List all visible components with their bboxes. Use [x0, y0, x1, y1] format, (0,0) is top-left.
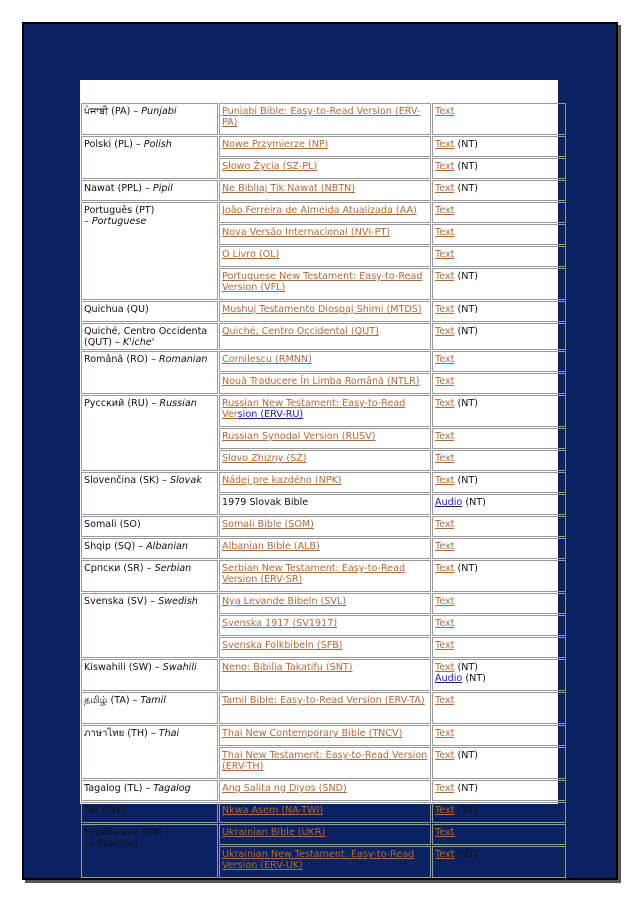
version-link[interactable]: Nowe Przymierze (NP)	[222, 139, 329, 150]
language-cell	[81, 659, 218, 691]
version-cell	[219, 373, 431, 394]
language-cell	[81, 538, 218, 559]
text-link[interactable]: Text	[435, 227, 455, 238]
text-link[interactable]: Text	[435, 106, 455, 117]
table-row	[81, 395, 566, 427]
text-link[interactable]: Text	[435, 183, 455, 194]
language-cell	[81, 692, 218, 724]
text-link[interactable]: Text	[435, 376, 455, 387]
format-cell	[432, 846, 566, 878]
version-link[interactable]: O Livro (OL)	[222, 249, 280, 260]
text-link[interactable]: Text	[435, 640, 455, 651]
format-note: (NT)	[454, 563, 478, 574]
language-native: ਪੰਜਾਬੀ (PA) –	[84, 106, 139, 117]
version-cell	[219, 323, 431, 350]
format-note: (NT)	[454, 304, 478, 315]
format-note: (NT)	[462, 497, 486, 508]
format-cell	[432, 158, 566, 179]
format-cell	[432, 824, 566, 845]
format-cell	[432, 560, 566, 592]
text-link[interactable]: Text	[435, 475, 455, 486]
version-title: 1979 Slovak Bible	[222, 497, 309, 508]
language-native: Nawat (PPL) –	[84, 183, 150, 194]
version-cell	[219, 538, 431, 559]
text-link[interactable]: Text	[435, 728, 455, 739]
version-link[interactable]: Thai New Contemporary Bible (TNCV)	[222, 728, 403, 739]
version-cell	[219, 158, 431, 179]
version-link[interactable]: Nouă Traducere În Limba Română (NTLR)	[222, 376, 420, 387]
version-link[interactable]: Tamil Bible: Easy-to-Read Version (ERV-TA)	[222, 695, 425, 706]
language-cell	[81, 516, 218, 537]
version-cell	[219, 136, 431, 157]
language-native: Polski (PL) –	[84, 139, 141, 150]
language-native: ภาษาไทย (TH) –	[84, 728, 156, 739]
language-cell	[81, 802, 218, 823]
language-cell	[81, 593, 218, 658]
format-cell	[432, 593, 566, 614]
language-english: Serbian	[154, 563, 192, 574]
version-cell	[219, 516, 431, 537]
text-link[interactable]: Text	[435, 249, 455, 260]
text-link[interactable]: Text	[435, 161, 455, 172]
format-note: (NT)	[454, 475, 478, 486]
table-row	[81, 659, 566, 691]
language-english: Pipil	[152, 183, 173, 194]
format-note: (NT)	[454, 783, 478, 794]
language-native: Shqip (SQ) –	[84, 541, 144, 552]
language-english: Swedish	[158, 596, 198, 607]
version-cell	[219, 224, 431, 245]
version-link[interactable]: Nya Levande Bibeln (SVL)	[222, 596, 347, 607]
format-cell	[432, 494, 566, 515]
language-native: Svenska (SV) –	[84, 596, 156, 607]
language-native: Slovenčina (SK) –	[84, 475, 167, 486]
language-native: Română (RO) –	[84, 354, 156, 365]
version-link[interactable]: João Ferreira de Almeida Atualizada (AA)	[222, 205, 417, 216]
text-link[interactable]: Text	[435, 271, 455, 282]
language-english: Tagalog	[153, 783, 191, 794]
version-cell	[219, 747, 431, 779]
language-native: Русский (RU) –	[84, 398, 157, 409]
format-note: (NT)	[454, 183, 478, 194]
format-cell	[432, 780, 566, 801]
content-area	[80, 80, 558, 871]
table-row	[81, 323, 566, 350]
version-cell	[219, 692, 431, 724]
version-cell	[219, 301, 431, 322]
language-cell	[81, 202, 218, 300]
format-note: (NT)	[454, 161, 478, 172]
language-english: Romanian	[158, 354, 208, 365]
format-cell	[432, 351, 566, 372]
language-english: Punjabi	[141, 106, 177, 117]
version-cell	[219, 802, 431, 823]
text-link[interactable]: Text	[435, 805, 455, 816]
version-link[interactable]: Neno: Bibilia Takatifu (SNT)	[222, 662, 353, 673]
format-cell	[432, 428, 566, 449]
format-cell	[432, 268, 566, 300]
format-cell	[432, 802, 566, 823]
version-cell	[219, 428, 431, 449]
format-cell	[432, 224, 566, 245]
text-link[interactable]: Text	[435, 431, 455, 442]
language-cell	[81, 472, 218, 515]
format-cell	[432, 103, 566, 135]
language-english: – Ukrainian	[84, 838, 138, 849]
version-cell	[219, 395, 431, 427]
version-link[interactable]: Słowo Życia (SZ-PL)	[222, 161, 318, 172]
format-note: (NT)	[454, 805, 478, 816]
format-note: (NT)	[454, 271, 478, 282]
format-cell	[432, 725, 566, 746]
format-cell	[432, 472, 566, 493]
text-link[interactable]: Text	[435, 139, 455, 150]
version-link[interactable]: Nova Versão Internacional (NVI-PT)	[222, 227, 391, 238]
format-cell	[432, 136, 566, 157]
language-english: Albanian	[146, 541, 189, 552]
version-cell	[219, 560, 431, 592]
language-native: Português (PT)	[84, 205, 155, 216]
table-row	[81, 301, 566, 322]
table-row	[81, 593, 566, 614]
format-note: (NT)	[454, 139, 478, 150]
table-row	[81, 560, 566, 592]
table-row	[81, 136, 566, 157]
format-cell	[432, 323, 566, 350]
version-link[interactable]: Cornilescu (RMNN)	[222, 354, 312, 365]
text-link[interactable]: Text	[435, 596, 455, 607]
text-link[interactable]: Text	[435, 398, 455, 409]
version-cell	[219, 180, 431, 201]
table-row	[81, 802, 566, 823]
version-cell	[219, 103, 431, 135]
audio-link[interactable]: Audio	[435, 673, 463, 684]
text-link[interactable]: Text	[435, 326, 455, 337]
table-row	[81, 180, 566, 201]
format-cell	[432, 373, 566, 394]
version-cell	[219, 593, 431, 614]
text-link[interactable]: Text	[435, 304, 455, 315]
version-cell	[219, 725, 431, 746]
version-link-visited[interactable]: sion (ERV-RU)	[237, 409, 304, 420]
version-link[interactable]: Nádej pre kazdého (NPK)	[222, 475, 342, 486]
version-cell	[219, 659, 431, 691]
language-native: Српски (SR) –	[84, 563, 152, 574]
version-link[interactable]: Ukrainian New Testament: Easy-to-Read Version (ERV-UK)	[222, 849, 415, 871]
language-english: K'iche'	[122, 337, 155, 348]
version-link[interactable]: Ang Salita ng Diyos (SND)	[222, 783, 347, 794]
language-cell	[81, 323, 218, 350]
format-cell	[432, 659, 566, 691]
table-row	[81, 824, 566, 845]
text-link[interactable]: Text	[435, 783, 455, 794]
version-link[interactable]: Quiché, Centro Occidental (QUT)	[222, 326, 379, 337]
format-cell	[432, 538, 566, 559]
version-link[interactable]: Ne Bibliaj Tik Nawat (NBTN)	[222, 183, 356, 194]
text-link[interactable]: Text	[435, 662, 455, 673]
table-row	[81, 780, 566, 801]
version-cell	[219, 494, 431, 515]
version-link[interactable]: Portuguese New Testament: Easy-to-Read Version (VFL)	[222, 271, 423, 293]
text-link[interactable]: Text	[435, 695, 455, 706]
version-link[interactable]: Punjabi Bible: Easy-to-Read Version (ERV-PA)	[222, 106, 421, 128]
text-link[interactable]: Text	[435, 354, 455, 365]
format-note: (NT)	[454, 398, 478, 409]
language-native: Twi (TWI)	[84, 805, 128, 816]
format-cell	[432, 450, 566, 471]
language-cell	[81, 560, 218, 592]
text-link[interactable]: Text	[435, 453, 455, 464]
version-cell	[219, 268, 431, 300]
format-cell	[432, 301, 566, 322]
language-cell	[81, 136, 218, 179]
table-row	[81, 472, 566, 493]
version-cell	[219, 246, 431, 267]
version-cell	[219, 615, 431, 636]
format-cell	[432, 395, 566, 427]
language-native: Kiswahili (SW) –	[84, 662, 160, 673]
table-row	[81, 725, 566, 746]
version-cell	[219, 351, 431, 372]
text-link[interactable]: Text	[435, 849, 455, 860]
version-link[interactable]: Svenska Folkbibeln (SFB)	[222, 640, 343, 651]
language-cell	[81, 180, 218, 201]
format-note: (NT)	[454, 662, 478, 673]
version-link[interactable]: Ukrainian Bible (UKR)	[222, 827, 326, 838]
language-english: Polish	[143, 139, 172, 150]
format-cell	[432, 637, 566, 658]
language-english: Tamil	[140, 695, 166, 706]
format-cell	[432, 692, 566, 724]
version-cell	[219, 637, 431, 658]
text-link[interactable]: Text	[435, 541, 455, 552]
version-link[interactable]: Mushuj Testamento Diospaj Shimi (MTDS)	[222, 304, 422, 315]
format-cell	[432, 202, 566, 223]
language-cell	[81, 824, 218, 878]
text-link[interactable]: Text	[435, 519, 455, 530]
format-cell	[432, 180, 566, 201]
language-cell	[81, 103, 218, 135]
format-note: (NT)	[454, 326, 478, 337]
version-link[interactable]: Nkwa Asem (NA-TWI)	[222, 805, 324, 816]
format-note: (NT)	[454, 849, 478, 860]
text-link[interactable]: Text	[435, 563, 455, 574]
language-native: Quiché, Centro Occidenta (QUT) –	[84, 326, 208, 348]
version-cell	[219, 780, 431, 801]
language-english: Slovak	[170, 475, 202, 486]
language-cell	[81, 351, 218, 394]
version-link[interactable]: Russian Synodal Version (RUSV)	[222, 431, 376, 442]
language-native: Quichua (QU)	[84, 304, 149, 315]
format-cell	[432, 246, 566, 267]
language-english: Russian	[159, 398, 197, 409]
table-row	[81, 516, 566, 537]
bible-versions-table	[80, 102, 567, 879]
language-cell	[81, 301, 218, 322]
table-row	[81, 692, 566, 724]
version-link[interactable]: Serbian New Testament: Easy-to-Read Version (ERV-SR)	[222, 563, 406, 585]
version-cell	[219, 450, 431, 471]
table-row	[81, 351, 566, 372]
language-native: தமிழ் (TA) –	[84, 695, 138, 706]
version-link[interactable]: Russian New Testament: Easy-to-Read Ver	[222, 398, 406, 420]
text-link[interactable]: Text	[435, 618, 455, 629]
text-link[interactable]: Text	[435, 827, 455, 838]
language-native: Somali (SO)	[84, 519, 141, 530]
audio-link[interactable]: Audio	[435, 497, 463, 508]
version-link[interactable]: Albanian Bible (ALB)	[222, 541, 320, 552]
version-link[interactable]: Somali Bible (SOM)	[222, 519, 314, 530]
text-link[interactable]: Text	[435, 750, 455, 761]
text-link[interactable]: Text	[435, 205, 455, 216]
table-row	[81, 538, 566, 559]
version-link[interactable]: Svenska 1917 (SV1917)	[222, 618, 338, 629]
language-cell	[81, 395, 218, 471]
language-english: – Portuguese	[84, 216, 147, 227]
version-link[interactable]: Slovo Zhizny (SZ)	[222, 453, 307, 464]
language-english: Swahili	[162, 662, 197, 673]
version-cell	[219, 824, 431, 845]
version-cell	[219, 846, 431, 878]
format-note: (NT)	[454, 750, 478, 761]
format-cell	[432, 747, 566, 779]
format-note: (NT)	[462, 673, 486, 684]
format-cell	[432, 516, 566, 537]
version-link[interactable]: Thai New Testament: Easy-to-Read Version (ERV-TH)	[222, 750, 428, 772]
language-cell	[81, 780, 218, 801]
version-cell	[219, 472, 431, 493]
language-cell	[81, 725, 218, 779]
table-row	[81, 103, 566, 135]
language-english: Thai	[158, 728, 180, 739]
table-row	[81, 202, 566, 223]
format-cell	[432, 615, 566, 636]
version-cell	[219, 202, 431, 223]
language-native: Українська (UK)	[84, 827, 163, 838]
language-native: Tagalog (TL) –	[84, 783, 151, 794]
